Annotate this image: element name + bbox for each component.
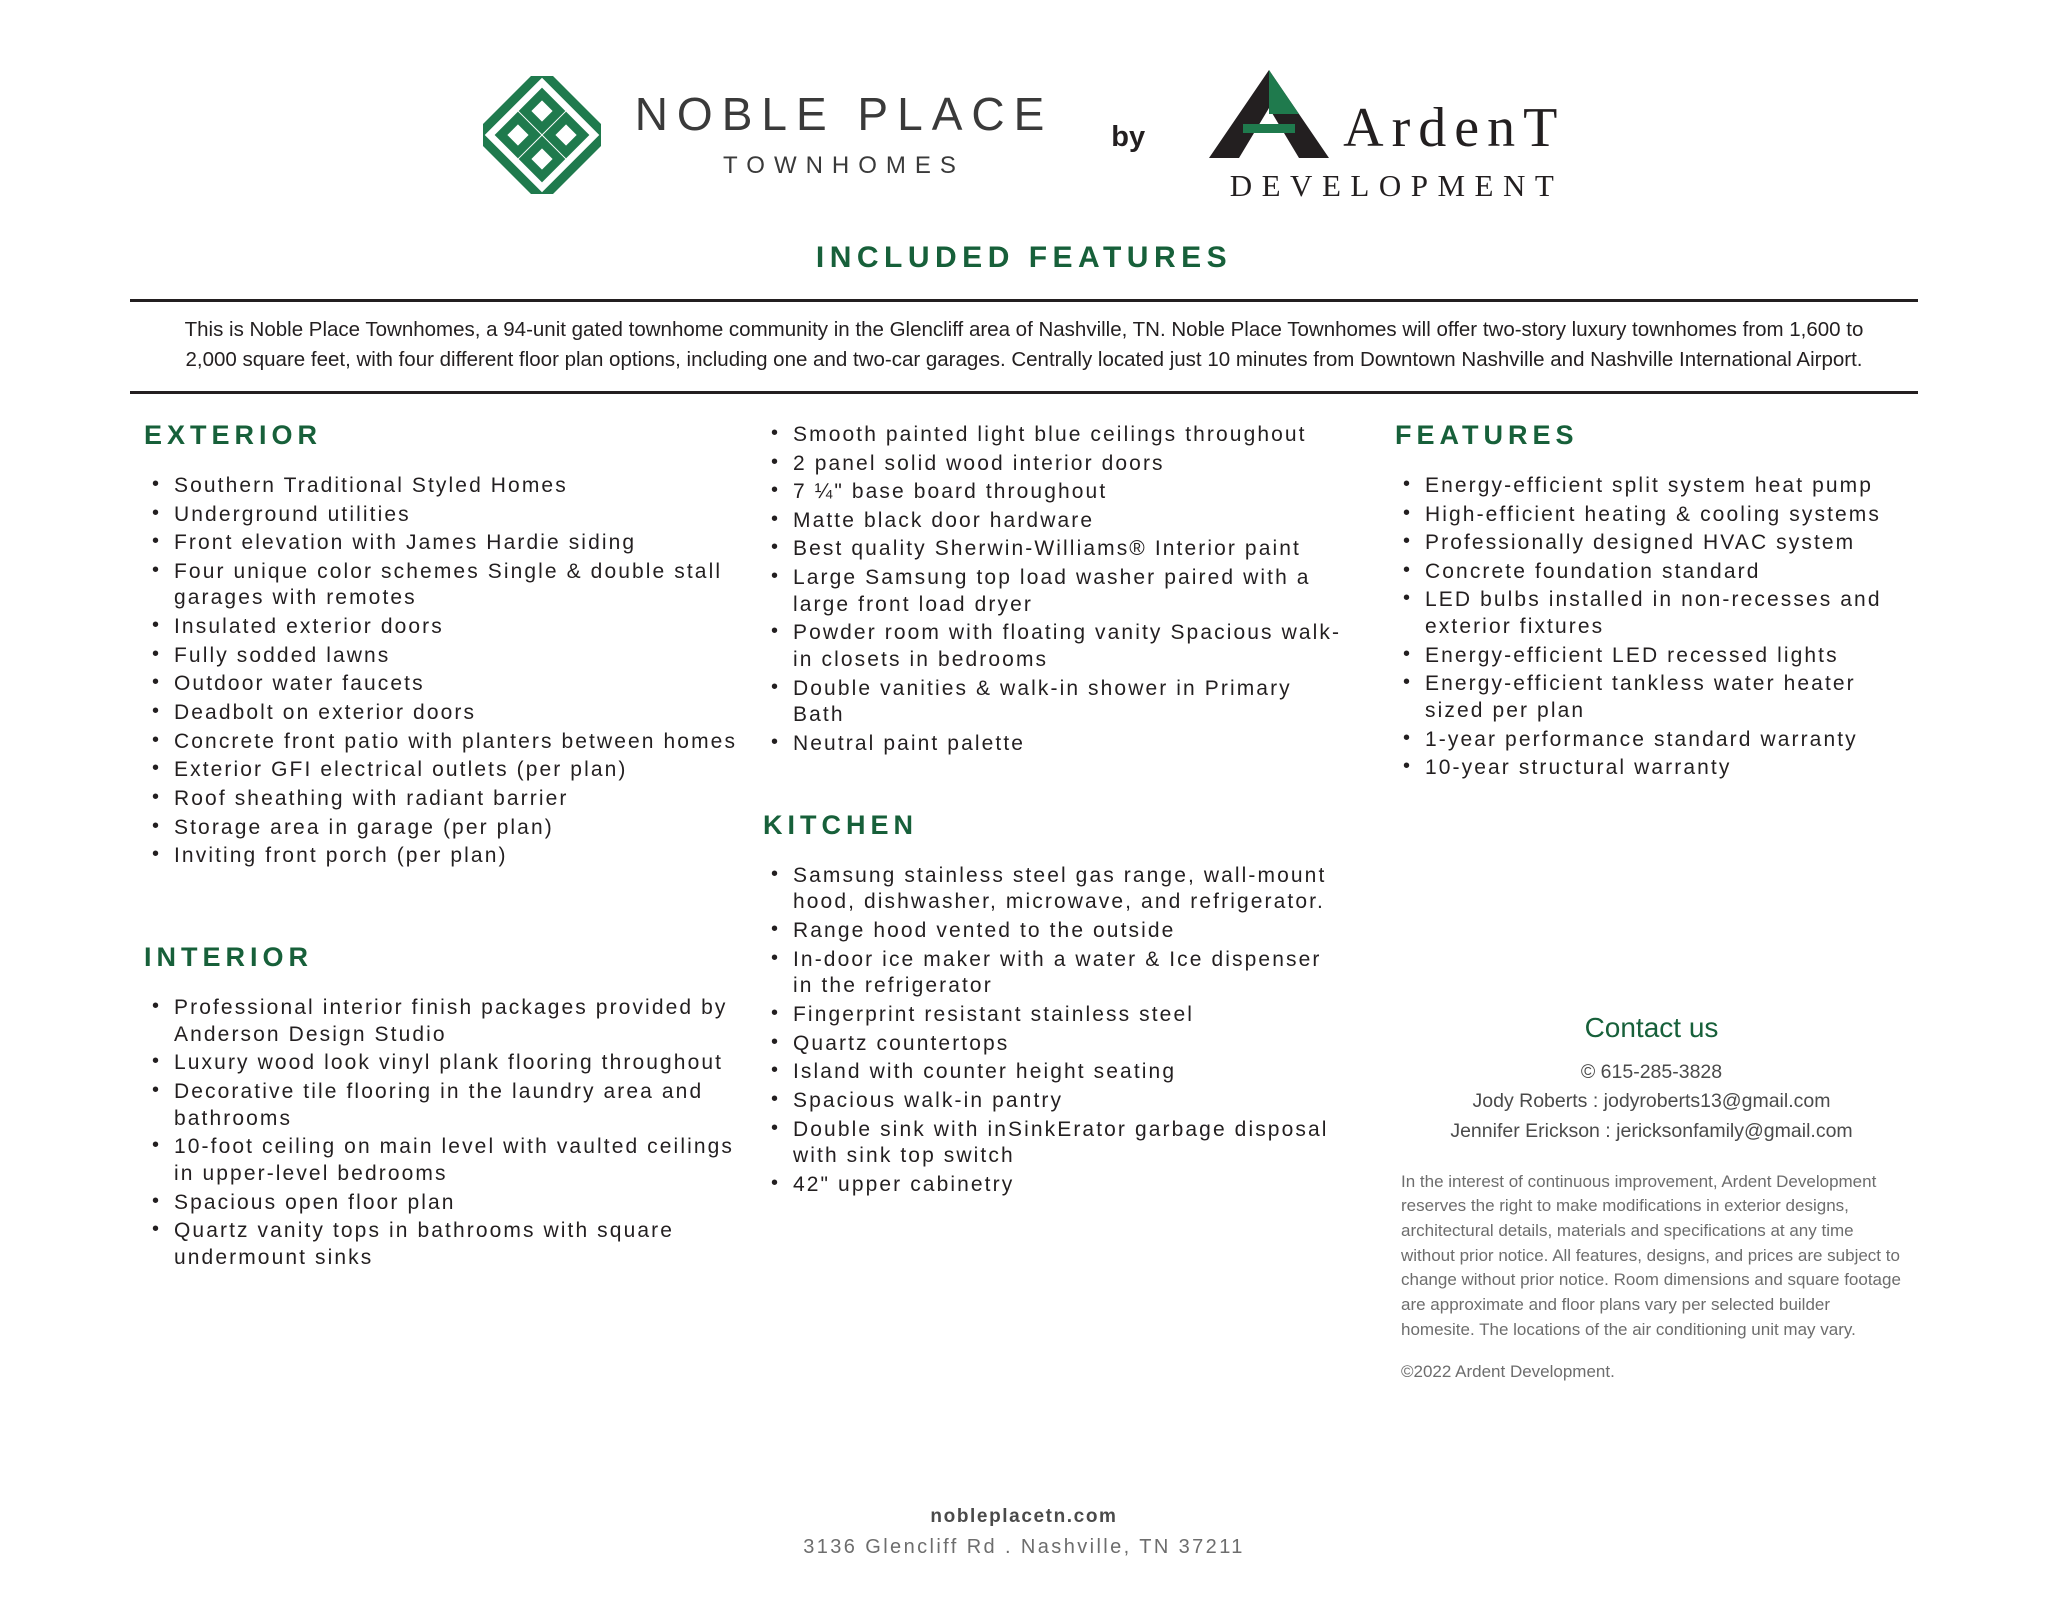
diamond-lattice-icon (483, 76, 601, 194)
list-item: • Professional interior finish packages provided by Anderson Design Studio (144, 995, 745, 1048)
contact-title: Contact us (1584, 1012, 1719, 1044)
section-title-exterior: EXTERIOR (144, 419, 323, 450)
list-item: • 42" upper cabinetry (763, 1172, 1345, 1199)
section-title-features: FEATURES (1395, 419, 1579, 450)
contact-phone[interactable]: © 615-285-3828 (1580, 1061, 1723, 1084)
list-item: • Fully sodded lawns (144, 643, 745, 670)
list-item: • Concrete front patio with planters between homes (144, 729, 745, 756)
list-item: • Smooth painted light blue ceilings throughout (763, 422, 1345, 449)
features-list (1395, 473, 1918, 782)
contact-person-2[interactable]: Jennifer Erickson : jericksonfamily@gmail.com (1450, 1119, 1853, 1142)
list-item: • Quartz vanity tops in bathrooms with square undermount sinks (144, 1218, 745, 1271)
list-item: • Underground utilities (144, 502, 745, 529)
list-item: • In-door ice maker with a water & Ice dispenser in the refrigerator (763, 947, 1345, 1000)
list-item: • Quartz countertops (763, 1031, 1345, 1058)
intro-paragraph: This is Noble Place Townhomes, a 94-unit gated townhome community in the Glencliff area of Nashville, TN. Noble Place Townhomes will offer two-story luxury townhomes from 1,600 to 2,000 square feet, with four different floor plan options, including one and two-car garages. Centrally located just 10 minutes from Downtown Nashville and Nashville International Airport. (184, 318, 1864, 371)
list-item: • Fingerprint resistant stainless steel (763, 1002, 1345, 1029)
list-item: • Matte black door hardware (763, 508, 1345, 535)
brand-subtitle: TOWNHOMES (723, 152, 965, 179)
partner-name: ArdenT (1343, 97, 1566, 159)
list-item: • Double sink with inSinkErator garbage disposal with sink top switch (763, 1117, 1345, 1170)
contact-block (1395, 1012, 1918, 1382)
list-item: • Outdoor water faucets (144, 671, 745, 698)
contact-person-1[interactable]: Jody Roberts : jodyroberts13@gmail.com (1472, 1090, 1831, 1113)
list-item: • Energy-efficient tankless water heater sized per plan (1395, 671, 1918, 724)
by-label: by (1111, 121, 1146, 153)
divider-bottom (130, 391, 1918, 394)
list-item: • Energy-efficient LED recessed lights (1395, 643, 1918, 670)
list-item: • Powder room with floating vanity Spacious walk-in closets in bedrooms (763, 620, 1345, 673)
list-item: • Front elevation with James Hardie siding (144, 530, 745, 557)
list-item: • Concrete foundation standard (1395, 559, 1918, 586)
copyright-text: ©2022 Ardent Development. (1401, 1362, 1615, 1382)
list-item: • Decorative tile flooring in the laundry area and bathrooms (144, 1079, 745, 1132)
list-item: • Roof sheathing with radiant barrier (144, 786, 745, 813)
page-footer (0, 1506, 2048, 1559)
list-item: • 10-year structural warranty (1395, 755, 1918, 782)
list-item: • 1-year performance standard warranty (1395, 727, 1918, 754)
interior-continued-list (763, 422, 1345, 758)
list-item: • Neutral paint palette (763, 731, 1345, 758)
page-title: INCLUDED FEATURES (815, 241, 1233, 274)
list-item: • High-efficient heating & cooling systems (1395, 502, 1918, 529)
disclaimer-text: In the interest of continuous improvement, Ardent Development reserves the right to make modifications in exterior designs, architectural details, materials and specifications at any time without prior notice. All features, designs, and prices are subject to change without prior notice. Room dimensions and square footage are approximate and floor plans vary per selected builder homesite. The locations of the air conditioning unit may vary. (1401, 1171, 1901, 1339)
kitchen-list (763, 863, 1345, 1199)
section-title-kitchen: KITCHEN (763, 809, 918, 840)
brand-header (130, 0, 1918, 201)
list-item: • Professionally designed HVAC system (1395, 530, 1918, 557)
section-title-interior: INTERIOR (144, 942, 314, 973)
list-item: • Storage area in garage (per plan) (144, 815, 745, 842)
partner-logo (1203, 68, 1565, 201)
exterior-list (144, 473, 745, 870)
list-item: • Exterior GFI electrical outlets (per plan) (144, 757, 745, 784)
list-item: • Spacious walk-in pantry (763, 1088, 1345, 1115)
list-item: • Energy-efficient split system heat pump (1395, 473, 1918, 500)
list-item: • Island with counter height seating (763, 1059, 1345, 1086)
list-item: • Double vanities & walk-in shower in Primary Bath (763, 676, 1345, 729)
brand-name: NOBLE PLACE (634, 88, 1054, 140)
website-link[interactable]: nobleplacetn.com (930, 1506, 1118, 1527)
column-left (130, 420, 745, 1382)
interior-list (144, 995, 745, 1272)
column-middle (745, 420, 1345, 1382)
list-item: • 10-foot ceiling on main level with vaulted ceilings in upper-level bedrooms (144, 1134, 745, 1187)
list-item: • LED bulbs installed in non-recesses and exterior fixtures (1395, 587, 1918, 640)
list-item: • Four unique color schemes Single & double stall garages with remotes (144, 559, 745, 612)
address-text: 3136 Glencliff Rd . Nashville, TN 37211 (803, 1536, 1245, 1558)
list-item: • Range hood vented to the outside (763, 918, 1345, 945)
brand-wordmark (634, 88, 1054, 179)
list-item: • Best quality Sherwin-Williams® Interior paint (763, 536, 1345, 563)
list-item: • Spacious open floor plan (144, 1190, 745, 1217)
partner-subtitle: DEVELOPMENT (1229, 168, 1564, 203)
feature-columns (130, 420, 1918, 1382)
list-item: • Luxury wood look vinyl plank flooring throughout (144, 1050, 745, 1077)
list-item: • Large Samsung top load washer paired with a large front load dryer (763, 565, 1345, 618)
list-item: • Southern Traditional Styled Homes (144, 473, 745, 500)
list-item: • Samsung stainless steel gas range, wall-mount hood, dishwasher, microwave, and refrigerator. (763, 863, 1345, 916)
ardent-a-mark-icon (1203, 68, 1335, 160)
column-right (1345, 420, 1918, 1382)
list-item: • Deadbolt on exterior doors (144, 700, 745, 727)
list-item: • Insulated exterior doors (144, 614, 745, 641)
list-item: • Inviting front porch (per plan) (144, 843, 745, 870)
list-item: • 2 panel solid wood interior doors (763, 451, 1345, 478)
list-item: • 7 ¼" base board throughout (763, 479, 1345, 506)
